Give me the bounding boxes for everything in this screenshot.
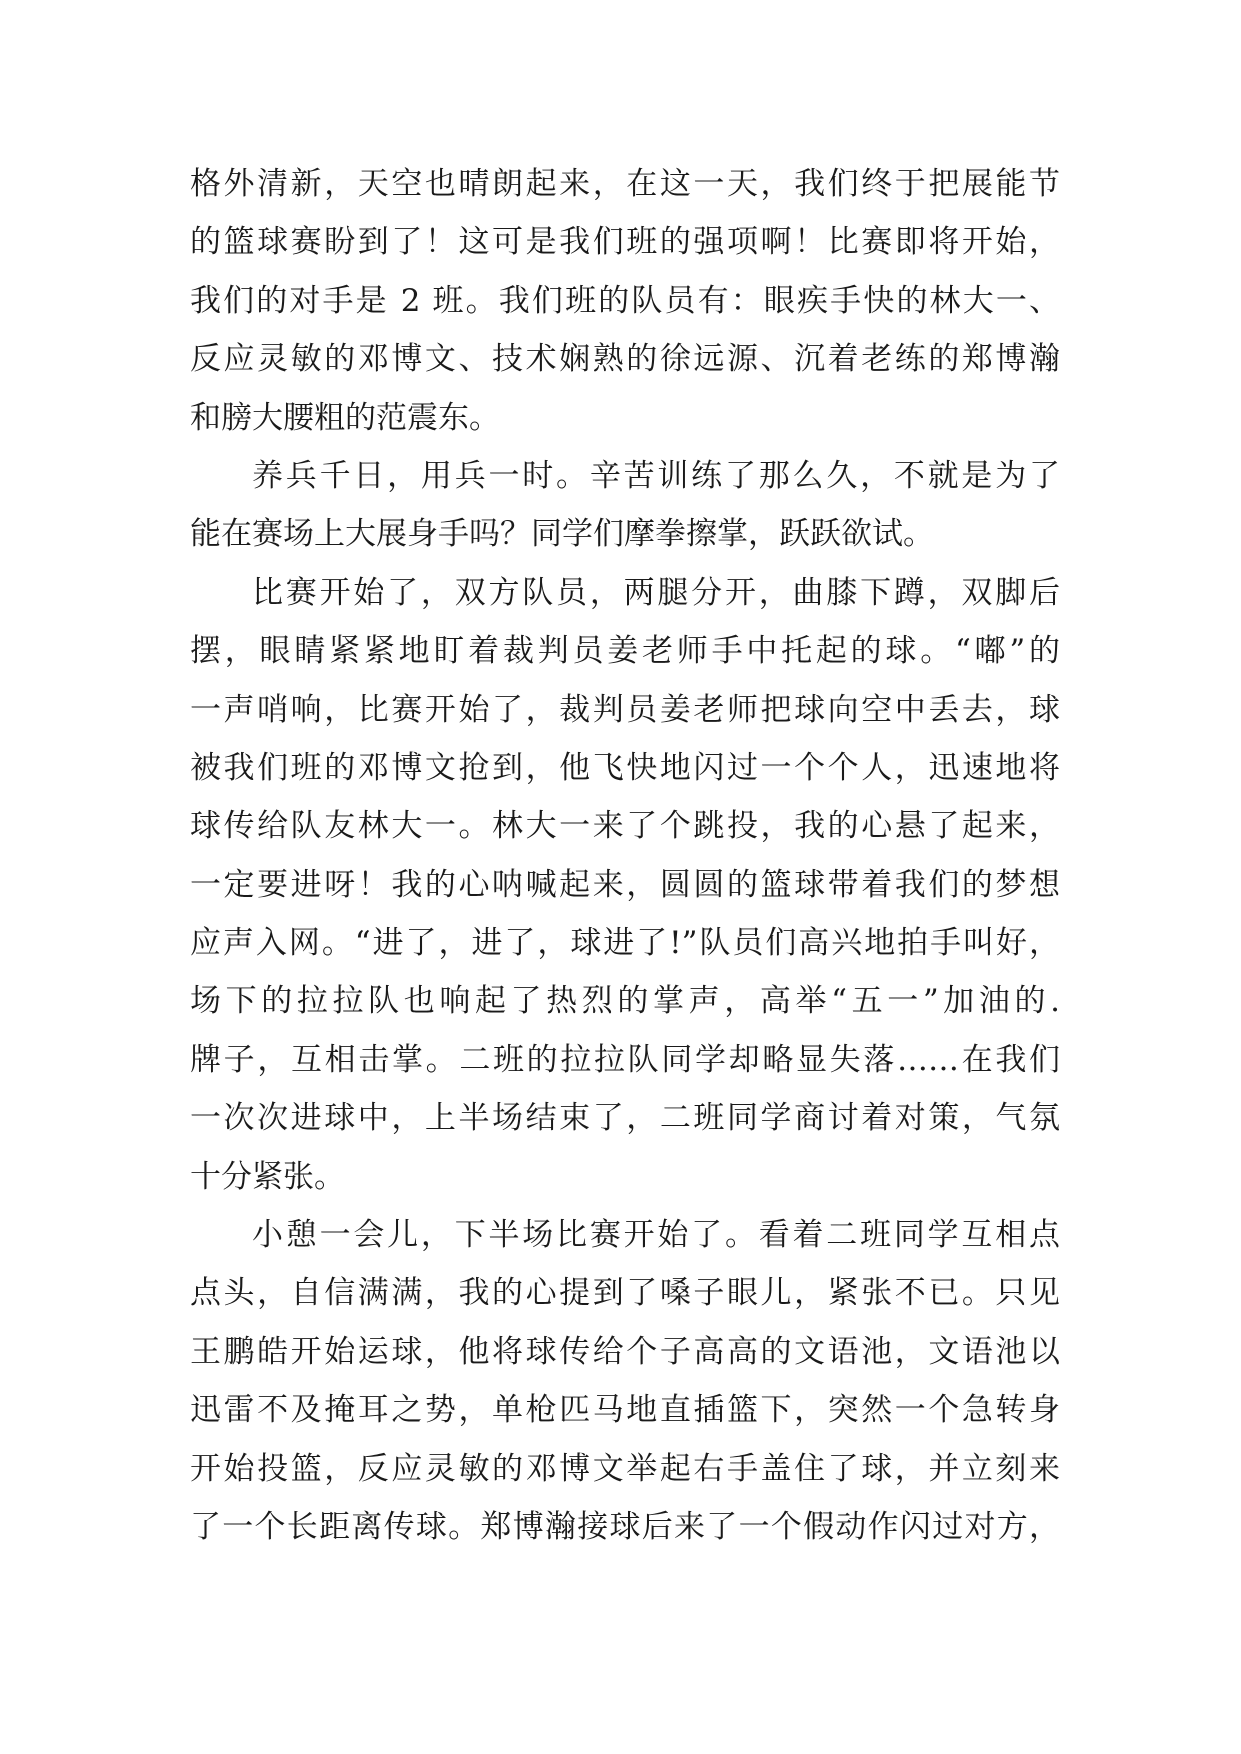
text-line: 球传给队友林大一。林大一来了个跳投，我的心悬了起来，	[190, 808, 1060, 845]
text-line: 的篮球赛盼到了！这可是我们班的强项啊！比赛即将开始，	[190, 224, 1060, 261]
text-line: 小憩一会儿，下半场比赛开始了。看着二班同学互相点	[252, 1217, 1060, 1254]
text-line: 点头，自信满满，我的心提到了嗓子眼儿，紧张不已。只见	[190, 1275, 1060, 1312]
text-line: 比赛开始了，双方队员，两腿分开，曲膝下蹲，双脚后	[252, 574, 1060, 611]
text-line: 养兵千日，用兵一时。辛苦训练了那么久，不就是为了	[252, 457, 1060, 494]
text-line: 开始投篮，反应灵敏的邓博文举起右手盖住了球，并立刻来	[190, 1450, 1060, 1487]
text-line: 王鹏皓开始运球，他将球传给个子高高的文语池，文语池以	[190, 1333, 1060, 1370]
text-line: 反应灵敏的邓博文、技术娴熟的徐远源、沉着老练的郑博瀚	[190, 341, 1060, 378]
text-line: 一声哨响，比赛开始了，裁判员姜老师把球向空中丢去，球	[190, 691, 1060, 728]
text-line: 一定要进呀！我的心呐喊起来，圆圆的篮球带着我们的梦想	[190, 866, 1060, 903]
text-line: 摆，眼睛紧紧地盯着裁判员姜老师手中托起的球。“嘟”的	[190, 633, 1060, 670]
text-line: 迅雷不及掩耳之势，单枪匹马地直插篮下，突然一个急转身	[190, 1392, 1060, 1429]
text-line: 牌子，互相击掌。二班的拉拉队同学却略显失落……在我们	[190, 1041, 1060, 1078]
text-line: 应声入网。“进了，进了，球进了!”队员们高兴地拍手叫好，	[190, 925, 1060, 962]
text-line: 场下的拉拉队也响起了热烈的掌声，高举“五一”加油的.	[190, 983, 1060, 1020]
text-line: 一次次进球中，上半场结束了，二班同学商讨着对策，气氛	[190, 1100, 1060, 1137]
text-line: 被我们班的邓博文抢到，他飞快地闪过一个个人，迅速地将	[190, 749, 1060, 786]
text-line: 格外清新，天空也晴朗起来，在这一天，我们终于把展能节	[190, 166, 1060, 202]
text-line: 和膀大腰粗的范震东。	[190, 399, 500, 436]
essay-body	[190, 155, 1060, 1556]
text-line: 能在赛场上大展身手吗？同学们摩拳擦掌，跃跃欲试。	[190, 516, 934, 553]
text-line: 十分紧张。	[190, 1158, 345, 1195]
text-line: 了一个长距离传球。郑博瀚接球后来了一个假动作闪过对方，	[190, 1508, 1060, 1545]
text-line: 我们的对手是 2 班。我们班的队员有：眼疾手快的林大一、	[190, 282, 1060, 319]
